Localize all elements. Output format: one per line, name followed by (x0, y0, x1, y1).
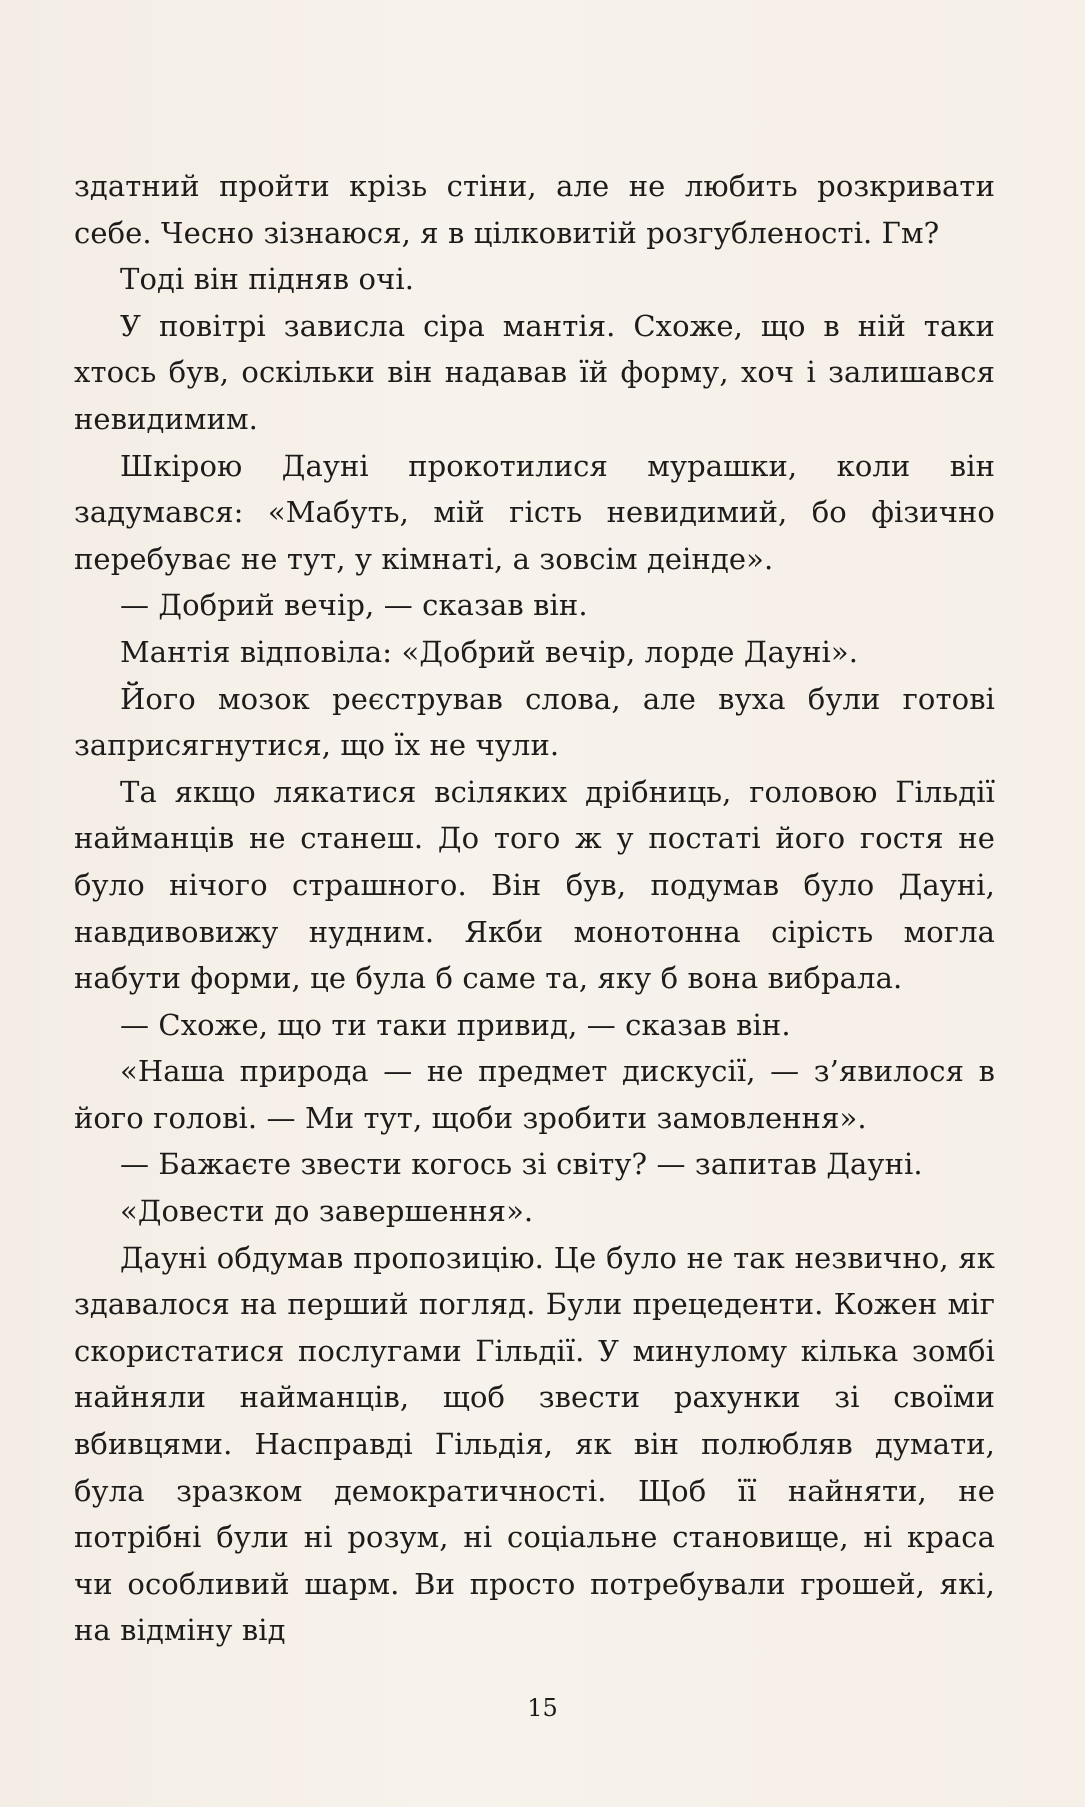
paragraph: Його мозок реєстрував слова, але вуха були готові заприсягнутися, що їх не чули. (74, 681, 995, 763)
paragraph: — Схоже, що ти таки привид, — сказав він. (120, 1007, 791, 1042)
paragraph: — Бажаєте звести когось зі світу? — запитав Дауні. (120, 1147, 923, 1182)
body-text (74, 163, 995, 1654)
paragraph: — Добрий вечір, — сказав він. (120, 588, 588, 623)
paragraph: Та якщо лякатися всіляких дрібниць, головою Гільдії найманців не станеш. До того ж у постаті його гостя не було нічого страшного. Він був, подумав було Дауні, навдивовижу нудним. Якби монотонна сірість могла набути форми, це була б саме та, яку б вона вибрала. (74, 774, 995, 996)
paragraph: «Довести до завершення». (120, 1194, 534, 1229)
paragraph: Шкірою Дауні прокотилися мурашки, коли він задумався: «Мабуть, мій гість невидимий, бо фізично перебуває не тут, у кімнаті, а зовсім деінде». (74, 448, 995, 576)
paragraph: Дауні обдумав пропозицію. Це було не так незвично, як здавалося на перший погляд. Були прецеденти. Кожен міг скористатися послугами Гільдії. У минулому кілька зомбі найняли найманців, щоб звести рахунки зі своїми вбивцями. Насправді Гільдія, як він полюбляв думати, була зразком демократичності. Щоб її найняти, не потрібні були ні розум, ні соціальне становище, ні краса чи особливий шарм. Ви просто потребували грошей, які, на відміну від (74, 1240, 995, 1648)
paragraph: У повітрі зависла сіра мантія. Схоже, що в ній таки хтось був, оскільки він надавав їй форму, хоч і залишався невидимим. (74, 308, 995, 436)
page-number: 15 (527, 1694, 558, 1722)
paragraph: Тоді він підняв очі. (120, 262, 415, 297)
paragraph: Мантія відповіла: «Добрий вечір, лорде Дауні». (120, 634, 859, 669)
paragraph: «Наша природа — не предмет дискусії, — з’явилося в його голові. — Ми тут, щоби зробити замовлення». (74, 1054, 995, 1135)
paragraph: здатний пройти крізь стіни, але не любить розкривати себе. Чесно зізнаюся, я в цілковитій розгубленості. Гм? (74, 169, 995, 250)
